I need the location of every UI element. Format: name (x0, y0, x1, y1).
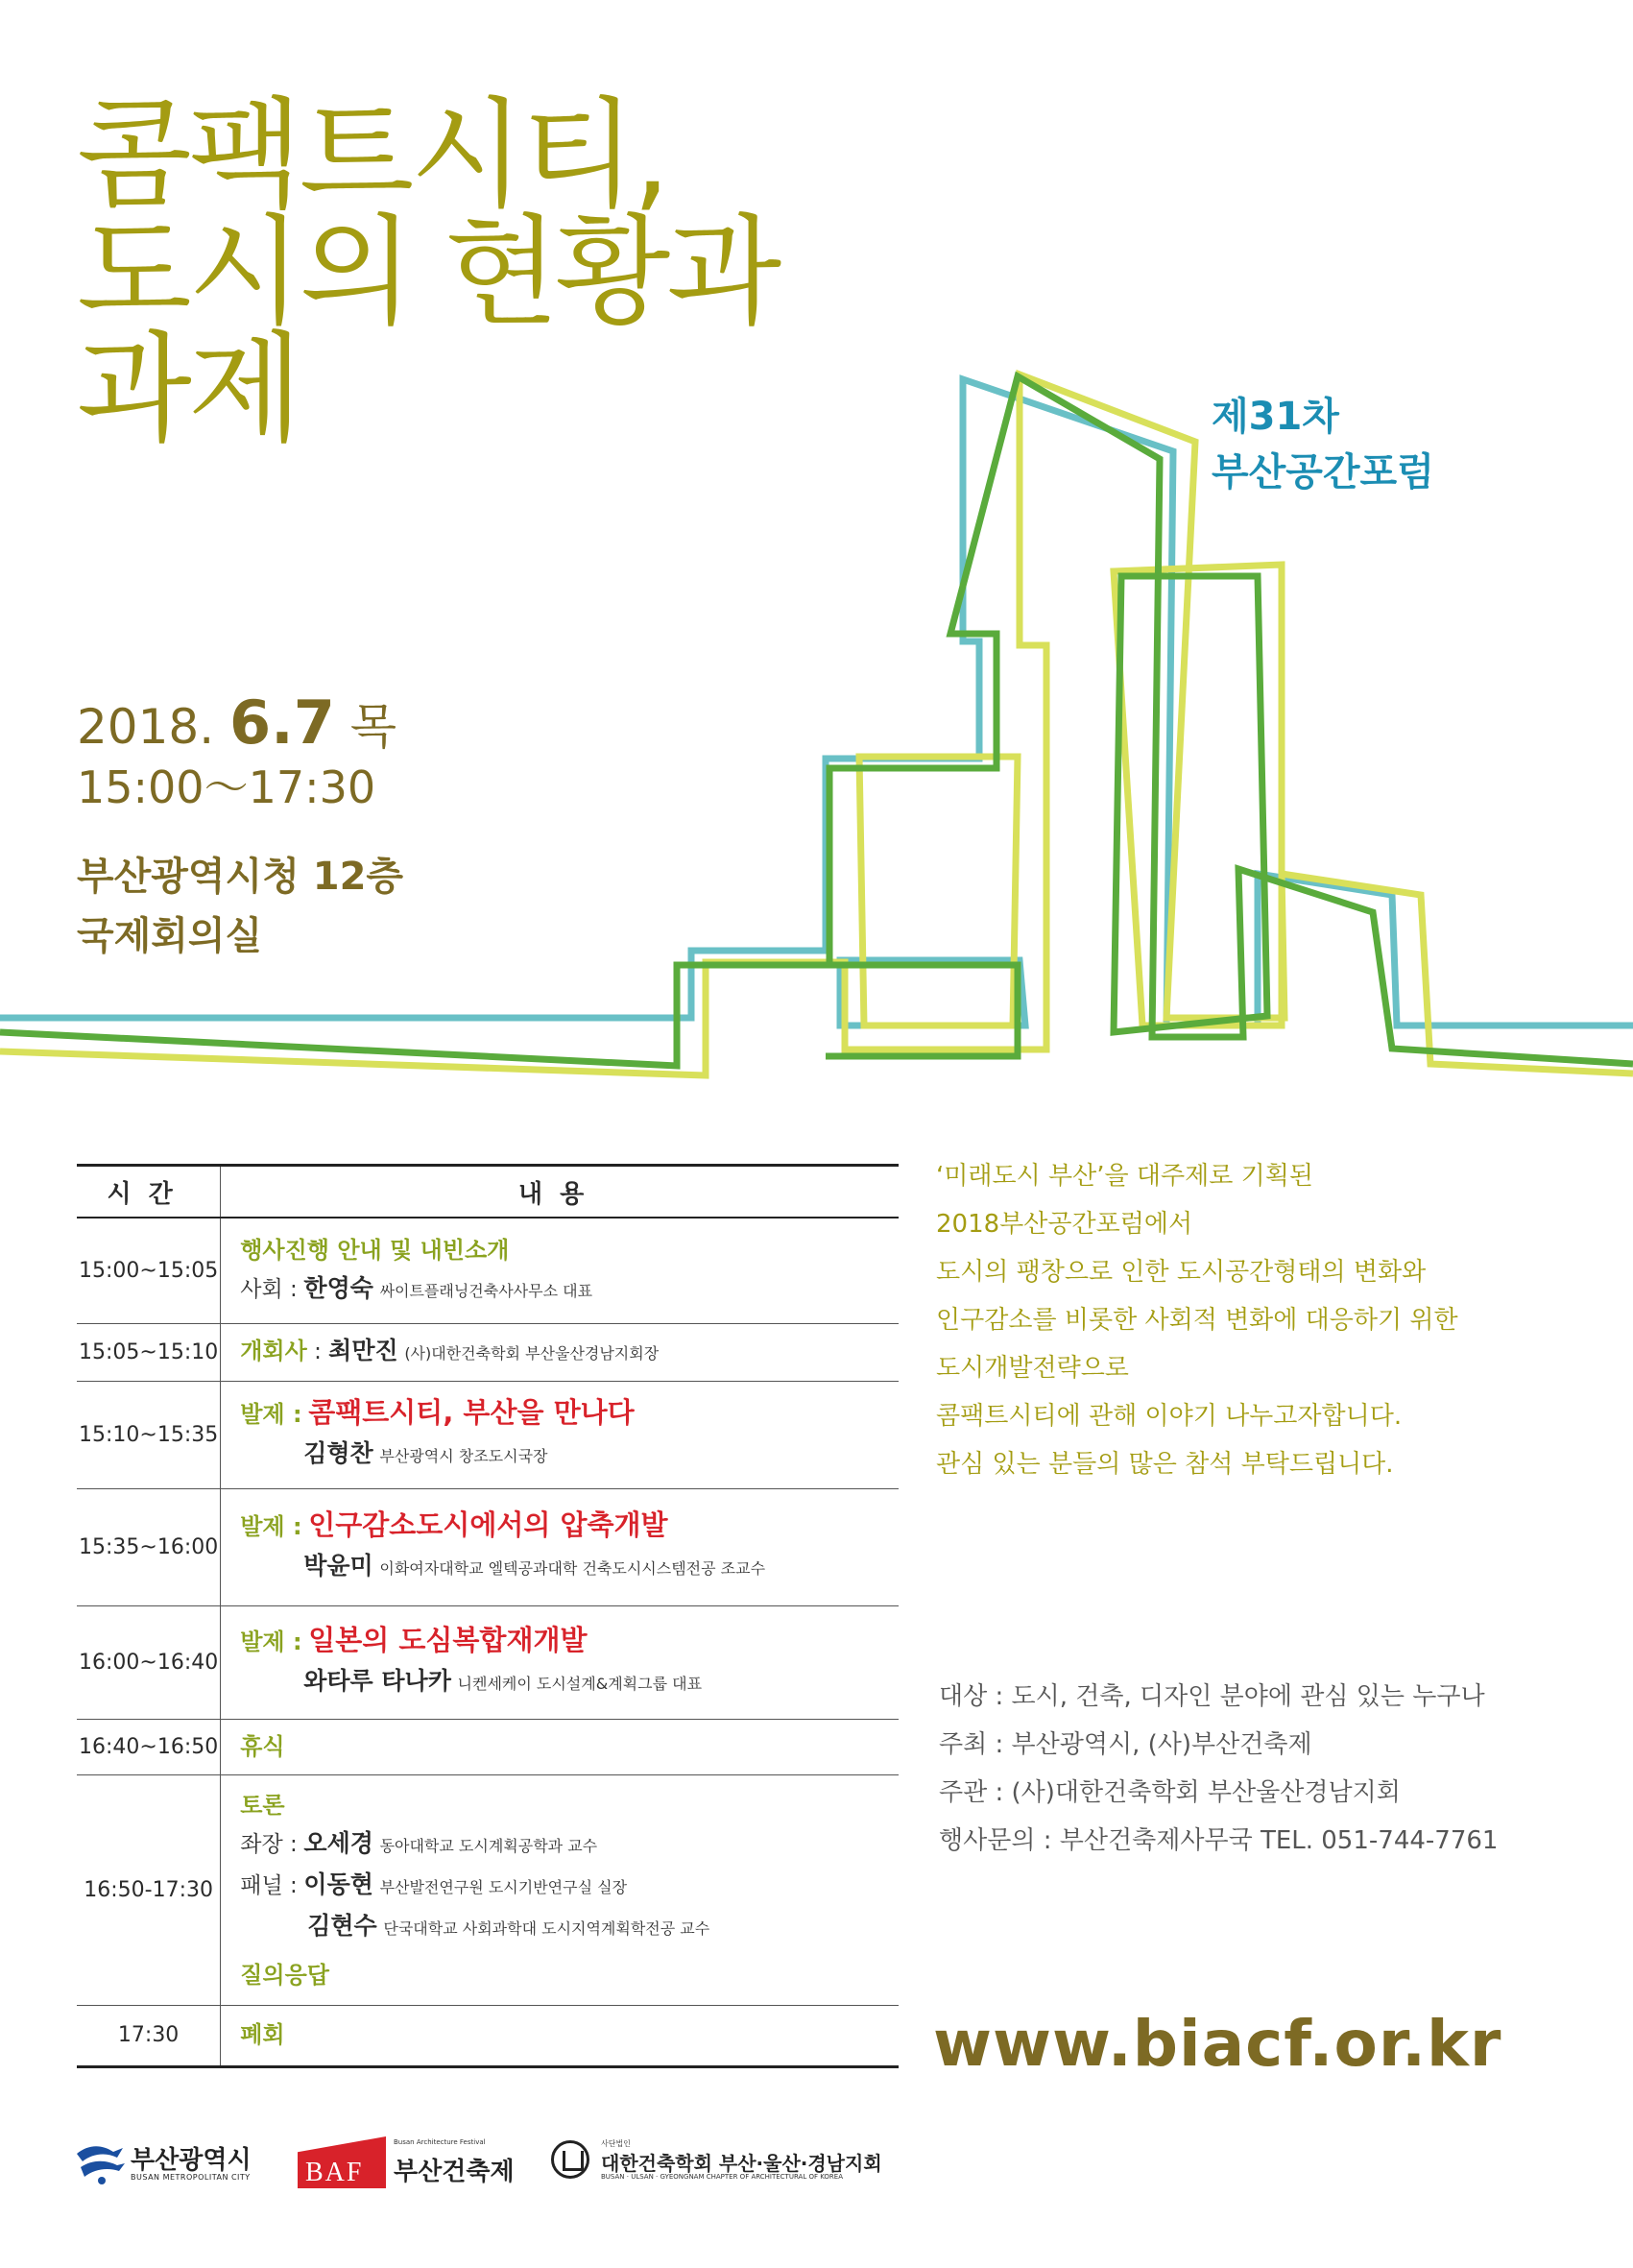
row-affil: 이화여자대학교 엘텍공과대학 건축도시시스템전공 조교수 (379, 1559, 766, 1578)
chair-affil: 동아대학교 도시계획공학과 교수 (379, 1836, 598, 1855)
event-place (77, 847, 403, 966)
schedule-table (77, 1164, 899, 2068)
panel-role: 패널 : (240, 1872, 298, 1898)
info-contact: 행사문의 : 부산건축제사무국 TEL. 051-744-7761 (939, 1826, 1499, 1855)
poster-title (77, 86, 779, 459)
website-link[interactable]: www.biacf.or.kr (933, 2007, 1502, 2081)
row-time: 15:35~16:00 (77, 1488, 221, 1605)
intro-text (936, 1152, 1458, 1488)
row-name: 최만진 (328, 1336, 398, 1364)
row-affil: 싸이트플래닝건축사사무소 대표 (379, 1281, 593, 1300)
row-time: 15:05~15:10 (77, 1323, 221, 1381)
row-content (221, 1605, 899, 1719)
row-title: 폐회 (240, 2021, 285, 2048)
aik-sub: BUSAN · ULSAN · GYEONGNAM CHAPTER OF ARCHITECTURAL OF KOREA (601, 2173, 843, 2181)
intro-line: 관심 있는 분들의 많은 참석 부탁드립니다. (936, 1450, 1394, 1479)
panel2-affil: 단국대학교 사회과학대 도시지역계획학전공 교수 (383, 1918, 710, 1938)
row-content: 개회사 : 최만진 (사)대한건축학회 부산울산경남지회장 (221, 1323, 899, 1381)
row-content (221, 1218, 899, 1323)
date-day: 6.7 (229, 688, 335, 758)
row-time: 15:00~15:05 (77, 1218, 221, 1323)
baf-small-text: Busan Architecture Festival (394, 2138, 486, 2146)
intro-line: 2018부산공간포럼에서 (936, 1210, 1193, 1239)
row-time: 16:40~16:50 (77, 1719, 221, 1774)
qa-label: 질의응답 (240, 1961, 329, 1989)
place-line-2: 국제회의실 (77, 914, 263, 958)
row-time: 15:10~15:35 (77, 1381, 221, 1488)
panel2-name: 김현수 (307, 1911, 377, 1940)
busan-logo-name: 부산광역시 (131, 2146, 252, 2175)
row-time: 17:30 (77, 2005, 221, 2066)
baf-logo (298, 2136, 547, 2194)
panel1-affil: 부산발전연구원 도시기반연구실 실장 (379, 1877, 628, 1896)
row-name: 한영숙 (303, 1273, 373, 1302)
row-name: 박윤미 (303, 1552, 373, 1580)
header-content: 내용 (221, 1166, 899, 1218)
table-row (77, 1218, 899, 1323)
row-topic: 일본의 도심복합재개발 (308, 1624, 588, 1656)
place-line-1: 부산광역시청 12층 (77, 855, 404, 899)
row-content (221, 1488, 899, 1605)
row-title: 토론 (240, 1791, 285, 1819)
chair-role: 좌장 : (240, 1831, 298, 1857)
intro-line: ‘미래도시 부산’을 대주제로 기획된 (936, 1162, 1313, 1191)
title-line-2: 도시의 현황과 (77, 204, 779, 342)
event-date (77, 688, 397, 759)
row-title: 개회사 (240, 1337, 307, 1364)
title-line-1: 콤팩트시티, (77, 86, 667, 225)
table-row (77, 1774, 899, 2005)
row-label: 발제 : (240, 1629, 302, 1655)
row-affil: 니켄세케이 도시설계&계획그룹 대표 (457, 1675, 703, 1693)
info-organizer: 주관 : (사)대한건축학회 부산울산경남지회 (939, 1778, 1401, 1807)
row-content (221, 1774, 899, 2005)
row-affil: (사)대한건축학회 부산울산경남지회장 (404, 1343, 660, 1363)
row-label: 발제 : (240, 1401, 302, 1428)
aik-logo (551, 2136, 916, 2194)
table-row (77, 2005, 899, 2066)
row-label: 발제 : (240, 1513, 302, 1540)
row-role: 사회 : (240, 1276, 298, 1302)
aik-small-text: 사단법인 (601, 2139, 631, 2148)
baf-mark-text: BAF (305, 2158, 364, 2187)
event-info (939, 1673, 1498, 1865)
table-row (77, 1323, 899, 1381)
row-content (221, 2005, 899, 2066)
title-line-3: 과제 (77, 321, 300, 459)
forum-label (1212, 389, 1434, 500)
row-name: 김형찬 (303, 1439, 373, 1467)
intro-line: 인구감소를 비롯한 사회적 변화에 대응하기 위한 (936, 1306, 1458, 1335)
aik-name: 대한건축학회 부산·울산·경남지회 (601, 2152, 882, 2175)
row-topic: 콤팩트시티, 부산을 만나다 (308, 1396, 635, 1429)
info-target: 대상 : 도시, 건축, 디자인 분야에 관심 있는 누구나 (939, 1682, 1485, 1711)
info-host: 주최 : 부산광역시, (사)부산건축제 (939, 1730, 1312, 1759)
row-title: 행사진행 안내 및 내빈소개 (240, 1236, 510, 1264)
intro-line: 콤팩트시티에 관해 이야기 나누고자합니다. (936, 1402, 1403, 1431)
busan-logo-sub: BUSAN METROPOLITAN CITY (131, 2173, 251, 2182)
chair-name: 오세경 (303, 1828, 373, 1857)
table-row (77, 1488, 899, 1605)
busan-city-logo (75, 2136, 267, 2194)
row-name: 와타루 타나카 (303, 1667, 451, 1695)
header-time: 시간 (77, 1166, 221, 1218)
row-content (221, 1719, 899, 1774)
baf-name: 부산건축제 (394, 2158, 515, 2186)
table-row (77, 1381, 899, 1488)
row-affil: 부산광역시 창조도시국장 (379, 1447, 548, 1465)
date-year: 2018. (77, 699, 215, 755)
date-weekday: 목 (349, 699, 397, 755)
schedule-header-row (77, 1166, 899, 1218)
forum-name: 부산공간포럼 (1212, 450, 1434, 495)
panel1-name: 이동현 (303, 1870, 373, 1898)
table-row (77, 1605, 899, 1719)
event-time: 15:00～17:30 (77, 761, 376, 813)
aik-emblem-icon (551, 2140, 589, 2179)
row-content (221, 1381, 899, 1488)
forum-edition: 제31차 (1212, 395, 1339, 439)
intro-line: 도시의 팽창으로 인한 도시공간형태의 변화와 (936, 1258, 1427, 1287)
table-row (77, 1719, 899, 1774)
row-time: 16:00~16:40 (77, 1605, 221, 1719)
intro-line: 도시개발전략으로 (936, 1354, 1129, 1383)
row-title: 휴식 (240, 1732, 285, 1760)
row-topic: 인구감소도시에서의 압축개발 (308, 1508, 668, 1541)
row-time: 16:50-17:30 (77, 1774, 221, 2005)
busan-wave-icon (75, 2140, 127, 2186)
